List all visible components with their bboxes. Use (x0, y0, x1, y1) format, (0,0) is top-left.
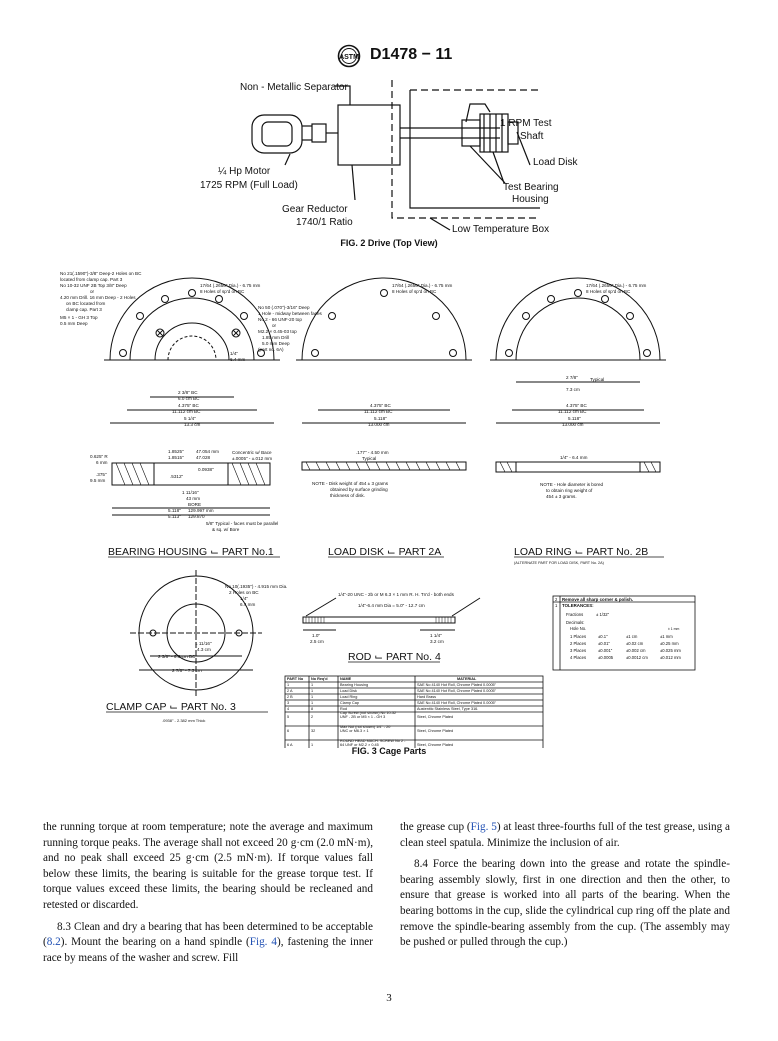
parts-table-cell: 2 A (287, 689, 293, 693)
parts-table-cell: Steel, Chrome Plated (417, 729, 454, 733)
parts-table-cell: 1 (287, 683, 290, 687)
svg-text:NOTE - Hole diameter is bored: NOTE - Hole diameter is bored (540, 482, 604, 487)
svg-text:5.118": 5.118" (168, 508, 181, 513)
tolerance-cell: 3 Places (570, 648, 587, 653)
svg-text:located from clamp cap. Part 3: located from clamp cap. Part 3 (60, 277, 123, 282)
svg-text:± 1/32": ± 1/32" (596, 612, 610, 617)
ref-section-8-2[interactable]: 8.2 (46, 936, 61, 949)
svg-text:6.4 mm: 6.4 mm (230, 357, 246, 362)
svg-text:No 21(.1590")-3/8" Deep-2 Hole: No 21(.1590")-3/8" Deep-2 Holes on BC (60, 271, 142, 276)
label-motor-1: ¼ Hp Motor (218, 166, 271, 177)
parts-table-cell: Load Ring (340, 695, 358, 699)
svg-text:±.0005" - ±.012 mm: ±.0005" - ±.012 mm (232, 456, 273, 461)
svg-text:No 10-32 UNF 2B Top 3/8" Deep: No 10-32 UNF 2B Top 3/8" Deep (60, 283, 127, 288)
svg-text:1 Hole - midway between faces: 1 Hole - midway between faces (258, 311, 322, 316)
svg-text:13.3 cm: 13.3 cm (184, 422, 201, 427)
svg-text:5.118": 5.118" (374, 416, 387, 421)
svg-text:M2.2 × 0.45-03 top: M2.2 × 0.45-03 top (258, 329, 297, 334)
svg-text:47.054 mm: 47.054 mm (196, 449, 219, 454)
parts-table-cell: Hard Brass (417, 695, 436, 699)
tolerance-cell: ±1 cm (626, 634, 638, 639)
parts-table-cell: Bearing Housing (340, 683, 369, 687)
parts-table-cell: Steel, Chrome Plated (417, 743, 454, 747)
svg-text:6.4 mm: 6.4 mm (240, 602, 256, 607)
svg-text:obtained by surface grinding: obtained by surface grinding (330, 487, 388, 492)
bearing-housing-title: BEARING HOUSING ⌙ PART No.1 (108, 546, 274, 558)
parts-table-header: No Req'd (311, 677, 328, 681)
svg-text:454 ± 3 grams.: 454 ± 3 grams. (546, 494, 577, 499)
svg-text:11.112 cm BC: 11.112 cm BC (558, 409, 587, 414)
label-gear-2: 1740/1 Ratio (296, 217, 353, 228)
body-column-left (43, 820, 373, 966)
svg-text:4.20 mm Drill. 16 mm Deep - 2: 4.20 mm Drill. 16 mm Deep - 2 Holes (60, 295, 136, 300)
tolerance-cell: ±0.001" (598, 648, 613, 653)
svg-text:.5312": .5312" (170, 474, 184, 479)
svg-text:2 7/8" - 7.3 cm: 2 7/8" - 7.3 cm (172, 668, 202, 673)
load-disk-title: LOAD DISK ⌙ PART 2A (328, 546, 442, 558)
svg-text:0.625" R: 0.625" R (90, 454, 108, 459)
svg-text:17/64 (.2656" Dia.) - 6.75 mm: 17/64 (.2656" Dia.) - 6.75 mm (200, 283, 261, 288)
svg-text:11.112 cm BC: 11.112 cm BC (364, 409, 393, 414)
parts-table-header: NAME (340, 677, 352, 681)
svg-text:2 7/8": 2 7/8" (566, 375, 578, 380)
svg-text:5/8" Typical - faces must be p: 5/8" Typical - faces must be parallel (206, 521, 279, 526)
svg-text:5 1/4": 5 1/4" (184, 416, 196, 421)
tolerance-rows (570, 634, 681, 660)
svg-text:or: or (90, 289, 95, 294)
svg-text:Fractions: Fractions (566, 612, 584, 617)
svg-text:M5 × 1 - GH 3 Top: M5 × 1 - GH 3 Top (60, 315, 98, 320)
figure-2-caption: FIG. 2 Drive (Top View) (340, 238, 438, 248)
svg-text:8 Holes of sp'd on BC: 8 Holes of sp'd on BC (200, 289, 245, 294)
ref-fig-5[interactable]: Fig. 5 (470, 821, 497, 833)
figure-3-cage-parts (0, 258, 778, 748)
parts-table-cell: 32 (311, 729, 316, 733)
svg-text:Concentric w/ Bace: Concentric w/ Bace (232, 450, 272, 455)
svg-text:2.5 cm: 2.5 cm (310, 639, 324, 644)
parts-table-cell: 6 A (287, 743, 293, 747)
label-test-bearing-1: Test Bearing (503, 182, 559, 193)
svg-text:& sq. w/ Bore: & sq. w/ Bore (212, 527, 240, 532)
svg-text:3.2 cm: 3.2 cm (430, 639, 444, 644)
svg-text:2 3/8" - 6.0 cm BC: 2 3/8" - 6.0 cm BC (158, 654, 196, 659)
svg-text:1/4": 1/4" (240, 596, 249, 601)
svg-text:ASTM: ASTM (339, 54, 359, 61)
tolerance-cell: 4 Places (570, 655, 587, 660)
parts-table-cell: 3 (287, 701, 290, 705)
label-separator: Non - Metallic Separator (240, 82, 348, 93)
svg-text:clamp cap. Part 3: clamp cap. Part 3 (66, 307, 102, 312)
svg-text:2 Holes on BC: 2 Holes on BC (229, 590, 259, 595)
label-test-shaft-2: Shaft (520, 131, 544, 142)
parts-table-cell: Clamp Cap (340, 701, 359, 705)
svg-text:.375": .375" (96, 472, 107, 477)
svg-text:13.000 cm: 13.000 cm (368, 422, 390, 427)
svg-text:Typical: Typical (590, 377, 605, 382)
left-paragraph-1: the running torque at room temperature; note the average and maximum running torque peaks. The average shall not exceed 20 g·cm (2.0 mN·m), and no peak shall exceed 25 g·cm (2.5 mN·m). If torque values fall below these limits, the bearing is suitable for the grease torque test. If torque values exceed these limits, the bearing should be recleaned and retested or discarded. (43, 821, 373, 911)
svg-text:4.375" BC: 4.375" BC (566, 403, 587, 408)
tolerance-cell: ±0.01" (598, 641, 610, 646)
parts-table-cell: 6 (287, 729, 290, 733)
svg-text:BORE: BORE (188, 502, 202, 507)
tolerance-cell: ±0.0012 cm (626, 655, 648, 660)
svg-text:1/4": 1/4" (230, 351, 239, 356)
parts-table-cell: 1 (311, 695, 314, 699)
svg-text:No 10(.1935") - 4.915 mm Dia.: No 10(.1935") - 4.915 mm Dia. (225, 584, 288, 589)
svg-text:to obtain ring weight of: to obtain ring weight of (546, 488, 593, 493)
parts-table-header: MATERIAL (457, 677, 477, 681)
svg-text:1.8525": 1.8525" (168, 449, 184, 454)
load-ring-title: LOAD RING ⌙ PART No. 2B (514, 546, 649, 558)
svg-text:or: or (272, 323, 277, 328)
svg-text:6.0 cm BC: 6.0 cm BC (178, 396, 200, 401)
svg-text:5.0 mm Deep: 5.0 mm Deep (262, 341, 290, 346)
svg-text:1 1/4": 1 1/4" (430, 633, 442, 638)
parts-table-cell: SAE No 4140 Hot Roll, Chrome Plated 0.0005" (417, 701, 497, 705)
svg-text:NOTE - Disk weight of 454 ± 3: NOTE - Disk weight of 454 ± 3 grams (312, 481, 389, 486)
tolerance-cell: ±0.0005 (598, 655, 614, 660)
page-number: 3 (386, 992, 392, 1004)
parts-table-cell: Austenitic Stainless Steel, Type 316. (417, 707, 479, 711)
tolerance-cell: ±0.002 cm (626, 648, 646, 653)
svg-text:0.5 mm Deep: 0.5 mm Deep (60, 321, 88, 326)
svg-text:47.028: 47.028 (196, 455, 211, 460)
svg-text:17/64 (.2656" Dia.) - 6.75 mm: 17/64 (.2656" Dia.) - 6.75 mm (392, 283, 453, 288)
label-motor-2: 1725 RPM (Full Load) (200, 180, 298, 191)
label-low-temp-box: Low Temperature Box (452, 224, 550, 235)
document-designation: D1478 − 11 (370, 46, 453, 63)
label-gear-1: Gear Reductor (282, 204, 348, 215)
parts-table-cell: 1 (311, 683, 314, 687)
svg-text:± 1 mm: ± 1 mm (668, 627, 680, 631)
tolerance-cell: 2 Places (570, 641, 587, 646)
parts-table-header: PART No (287, 677, 304, 681)
svg-text:1 11/16": 1 11/16" (195, 641, 212, 646)
label-test-shaft-1: 1 RPM Test (500, 118, 552, 129)
svg-text:.177" - 4.50 mm: .177" - 4.50 mm (356, 450, 389, 455)
svg-text:Hole No.: Hole No. (570, 626, 587, 631)
figure-3-caption: FIG. 3 Cage Parts (351, 746, 427, 756)
parts-table-cell: Steel, Chrome Plated (417, 715, 454, 719)
svg-text:Typical: Typical (362, 456, 377, 461)
svg-text:2 3/8" BC: 2 3/8" BC (178, 390, 198, 395)
tolerance-cell: ±0.025 mm (660, 648, 681, 653)
svg-text:on BC located from: on BC located from (66, 301, 106, 306)
ref-fig-4[interactable]: Fig. 4 (249, 936, 277, 949)
label-load-disk: Load Disk (533, 157, 578, 168)
rod-title: ROD ⌙ PART No. 4 (348, 651, 441, 663)
parts-table-cell: 1 (311, 689, 314, 693)
parts-table-cell: 1 (311, 701, 314, 705)
svg-text:Decimals:: Decimals: (566, 620, 585, 625)
parts-table-cell: 4 (287, 707, 290, 711)
left-paragraph-2: 8.3 Clean and dry a bearing that has been determined to be acceptable (8.2). Mount the bearing on a hand spindle (Fig. 4), fastening the inner race by means of the washer and screw. Fill (43, 920, 373, 964)
svg-text:13.000 cm: 13.000 cm (562, 422, 584, 427)
body-column-right (400, 820, 730, 951)
figure-2-drive (0, 70, 778, 250)
parts-table-cell: 5 (287, 715, 290, 719)
svg-text:9.5 mm: 9.5 mm (90, 478, 106, 483)
svg-text:Remove all sharp corner & poli: Remove all sharp corner & polish. (562, 597, 634, 602)
svg-text:4.3 cm: 4.3 cm (197, 647, 211, 652)
svg-text:No 2 - 66 UNF-20 top: No 2 - 66 UNF-20 top (258, 317, 302, 322)
parts-table-cell: SAE No 4140 Hot Roll, Chrome Plated 0.0005" (417, 689, 497, 693)
svg-text:1.8515": 1.8515" (168, 455, 184, 460)
parts-table-cell: Rod (340, 707, 347, 711)
svg-text:129.997 mm: 129.997 mm (188, 508, 214, 513)
parts-table-cell: Load Disk (340, 689, 357, 693)
parts-table-cell: 8 (311, 707, 314, 711)
svg-text:2: 2 (555, 597, 558, 602)
svg-text:(ALTERNATE PART FOR LOAD DISK,: (ALTERNATE PART FOR LOAD DISK, PART No. 2A) (514, 561, 604, 565)
svg-text:5.118": 5.118" (568, 416, 581, 421)
svg-text:.0938" - 2.382 mm Thick: .0938" - 2.382 mm Thick (162, 718, 206, 723)
svg-text:8 Holes of sp'd on BC: 8 Holes of sp'd on BC (586, 289, 631, 294)
svg-text:6 mm: 6 mm (96, 460, 108, 465)
svg-text:1/4" - 6.4 mm: 1/4" - 6.4 mm (560, 455, 588, 460)
svg-text:1 11/16": 1 11/16" (182, 490, 199, 495)
svg-text:4.375" BC: 4.375" BC (178, 403, 199, 408)
tolerance-cell: ±0.1" (598, 634, 608, 639)
tolerance-cell: 1 Places (570, 634, 587, 639)
page-header (0, 40, 778, 70)
svg-text:129.870: 129.870 (188, 514, 205, 519)
parts-table-cell: Max Nut (not shown) 1/4" - 20 UNC or M6.3 × 1 (340, 725, 391, 734)
svg-text:1: 1 (555, 603, 558, 608)
svg-text:1.0": 1.0" (312, 633, 321, 638)
svg-text:0.0938": 0.0938" (198, 467, 214, 472)
parts-table-cell: SAE No 4140 Hot Roll, Chrome Plated 0.0005" (417, 683, 497, 687)
right-paragraph-1: the grease cup (Fig. 5) at least three-fourths full of the test grease, using a clean steel spatula. Minimize the inclusion of air. (400, 821, 730, 849)
svg-text:1/4"-6.4 mm Dia = 5.0" - 12.: 1/4"-6.4 mm Dia = 5.0" - 12.7 cm (358, 603, 425, 608)
astm-logo-icon (334, 44, 364, 73)
parts-table-cell: 1 (311, 743, 314, 747)
svg-text:thickness of disk.: thickness of disk. (330, 493, 365, 498)
svg-text:7.3 cm: 7.3 cm (566, 387, 580, 392)
svg-text:TOLERANCES:: TOLERANCES: (562, 603, 594, 608)
svg-text:43 mm: 43 mm (186, 496, 201, 501)
svg-text:No 50 (.070")-3/16" Deep: No 50 (.070")-3/16" Deep (258, 305, 310, 310)
parts-table-cell: Cap Screw (not shown) No 10-32 UNF - 2B or M5 × 1 - GH 3 (340, 711, 397, 720)
svg-text:5.113": 5.113" (168, 514, 181, 519)
tolerance-cell: ±1 mm (660, 634, 673, 639)
svg-text:8 Holes of sp'd on BC: 8 Holes of sp'd on BC (392, 289, 437, 294)
parts-table-cell: ROUND HEAD MACH. SCREW No 2 -64 UNF or M2.2 × 0.45 (340, 739, 406, 748)
label-test-bearing-2: Housing (512, 194, 549, 205)
svg-text:4.375" BC: 4.375" BC (370, 403, 391, 408)
svg-text:17/64 (.2656" Dia.) - 6.75 mm: 17/64 (.2656" Dia.) - 6.75 mm (586, 283, 647, 288)
svg-text:11.112 cm BC: 11.112 cm BC (172, 409, 201, 414)
parts-table-cell: 2 (311, 715, 314, 719)
svg-text:(part no. 6A): (part no. 6A) (258, 347, 284, 352)
right-paragraph-2: 8.4 Force the bearing down into the grease and rotate the spindle-bearing assembly slowly, first in one direction and then the other, to ensure that grease is worked into all parts of the bearing. When the bearing bottoms in the cup, slide the cylindrical cup ring off the plate and remove the spindle-bearing assembly from the cup. (The assembly may be pushed or pulled through the cup.) (400, 858, 730, 949)
tolerance-cell: ±0.012 mm (660, 655, 681, 660)
svg-text:1/4"-20 UNC - 2b or M 6.3 × 1: 1/4"-20 UNC - 2b or M 6.3 × 1 mm R. H. Tn'd - both ends (338, 592, 454, 597)
tolerance-cell: ±0.25 mm (660, 641, 679, 646)
parts-table-cell: 2 B (287, 695, 293, 699)
clamp-cap-title: CLAMP CAP ⌙ PART No. 3 (106, 701, 236, 713)
svg-text:1.85 mm Drill: 1.85 mm Drill (262, 335, 290, 340)
tolerance-cell: ±0.02 cm (626, 641, 644, 646)
